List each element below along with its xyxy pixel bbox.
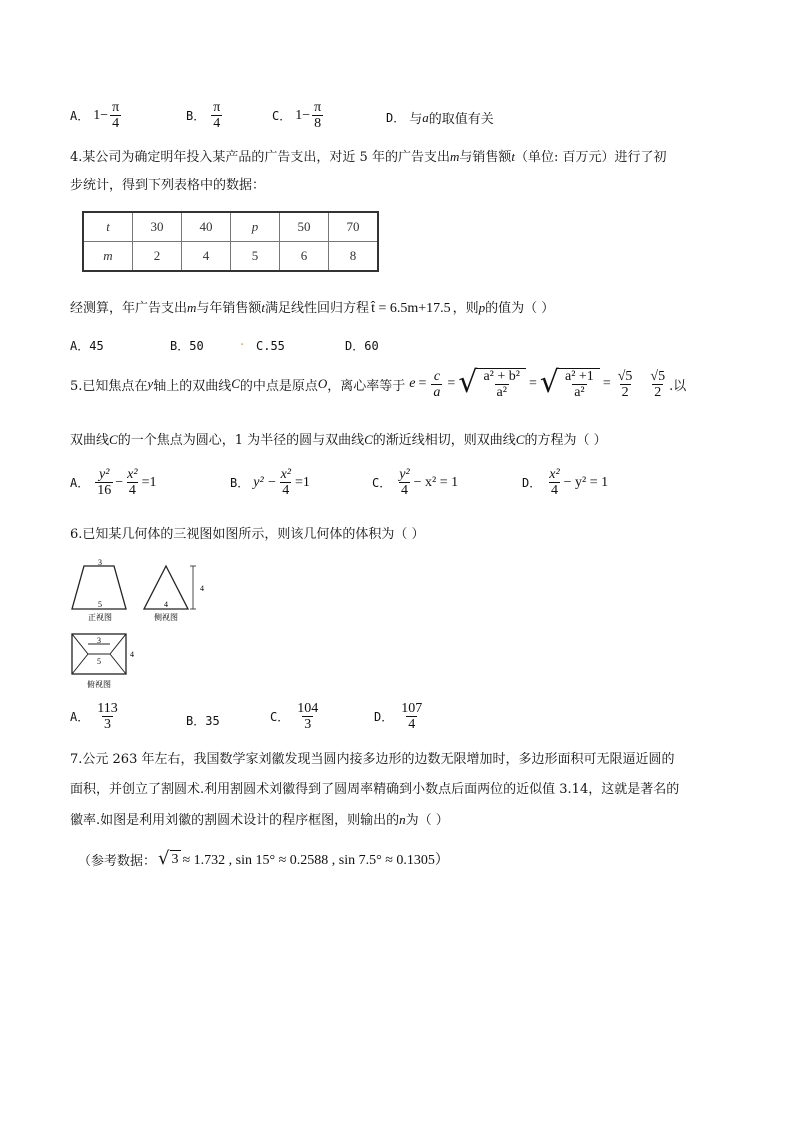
table-row [83, 212, 378, 242]
q6-option-d: D． $\frac{107}{4}$ [374, 701, 423, 732]
top-view-diagonal [72, 634, 88, 654]
table-cell: 40 [182, 212, 231, 242]
front-top-label: 3 [98, 558, 102, 567]
table-cell: 50 [280, 212, 329, 242]
table-cell: 4 [182, 242, 231, 272]
q4-statement: 经测算，年广告支出m与年销售额t满足线性回归方程 t̂ = 6.5m+17.5 ，则p的值为（ ） [70, 300, 555, 316]
q6-option-b: B．35 [186, 714, 220, 728]
fraction: $\frac{\pi}{4}$ [213, 100, 221, 131]
q6-stem: 6.已知某几何体的三视图如图所示，则该几何体的体积为（ ） [70, 527, 425, 542]
q7-reference-data: （参考数据： √ 3 ≈ 1.732 , sin 15° ≈ 0.2588 , sin 7.5° ≈ 0.1305） [78, 848, 449, 869]
table-cell: 70 [329, 212, 379, 242]
table-row [83, 242, 378, 272]
q5-option-b: B． y² − $\frac{\text{x²}}{4}$ =1 [230, 467, 310, 498]
q3-option-d: D． 与 a 的取值有关 [386, 109, 494, 127]
q6-option-a: A． $\frac{113}{3}$ [70, 701, 118, 732]
q4-option-a: A．45 [70, 339, 104, 353]
q5-option-a: A． $\frac{\text{y²}}{16}$ − $\frac{\text{x²}}{4}$ =1 [70, 467, 157, 498]
q5-stem-line2: 双曲线C的一个焦点为圆心，1 为半径的圆与双曲线C的渐近线相切，则双曲线C的方程为（ ） [70, 432, 607, 448]
q7-stem-line3: 徽率.如图是利用刘徽的割圆术设计的程序框图，则输出的n为（ ） [70, 812, 449, 828]
table-cell: 30 [133, 212, 182, 242]
three-view-figure [66, 556, 216, 694]
q3-option-a: A． 1− $\frac{\pi}{4}$ [70, 100, 120, 131]
top-caption: 俯视图 [87, 680, 111, 689]
q3-option-c: C． 1− $\frac{\pi}{8}$ [272, 100, 322, 131]
q7-stem-line1: 7.公元 263 年左右，我国数学家刘徽发现当圆内接多边形的边数无限增加时，多边形面积可无限逼近圆的 [70, 752, 675, 767]
fraction: $\frac{√5}{2}$ [617, 368, 633, 400]
q5-option-c: C． $\frac{\text{y²}}{4}$ − x² = 1 [372, 467, 459, 498]
top-bottom-label: 5 [97, 657, 101, 666]
q7-stem-line2: 面积，并创立了割圆术.利用割圆术刘徽得到了圆周率精确到小数点后面两位的近似值 3.14，这就是著名的 [70, 782, 680, 797]
top-view-diagonal [110, 634, 126, 654]
q5-stem-line1: 5.已知焦点在 y 轴上的双曲线 C 的中点是原点 O ，离心率等于 e = $\frac{c}{a}$ = √ $\frac{\text{a² + b²}}{\text{a²}}$ = √ $\frac{\text{a² +1}}{\text{a²}}$ = $\frac{√5}{2}$ $\frac{√5}{2}$ .以 [70, 365, 687, 400]
table-cell: 5 [231, 242, 280, 272]
top-side-label: 4 [130, 650, 134, 659]
side-bottom-label: 4 [164, 600, 168, 609]
front-bottom-label: 5 [98, 600, 102, 609]
top-view-diagonal [72, 654, 88, 674]
q4-option-b: B．50 [170, 339, 204, 353]
top-view-diagonal [110, 654, 126, 674]
table-cell: 6 [280, 242, 329, 272]
q5-option-d: D． $\frac{\text{x²}}{4}$ − y² = 1 [522, 467, 609, 498]
table-cell: 2 [133, 242, 182, 272]
q4-option-d: D．60 [345, 339, 379, 353]
table-cell: p [231, 212, 280, 242]
top-top-label: 3 [97, 636, 101, 645]
fraction: $\frac{c}{a}$ [433, 368, 441, 400]
q4-stem-line1: 4.某公司为确定明年投入某产品的广告支出，对近 5 年的广告支出m与销售额t（单位: 百万元）进行了初 [70, 149, 667, 165]
sqrt-expression: √ $\frac{\text{a² + b²}}{\text{a²}}$ [458, 368, 526, 400]
fraction: $\frac{\pi}{8}$ [314, 100, 322, 131]
sqrt-expression: √ $\frac{\text{a² +1}}{\text{a²}}$ [540, 368, 600, 400]
table-cell: t [83, 212, 133, 242]
stray-dot: . [240, 334, 245, 349]
table-cell: 8 [329, 242, 379, 272]
fraction: $\frac{\pi}{4}$ [112, 100, 120, 131]
fraction: $\frac{√5}{2}$ [650, 368, 666, 400]
q4-data-table [82, 211, 379, 272]
q4-stem-line2: 步统计，得到下列表格中的数据： [70, 178, 266, 193]
front-caption: 正视图 [88, 613, 112, 622]
table-cell: m [83, 242, 133, 272]
q4-option-c: C.55 [256, 339, 285, 353]
q6-option-c: C． $\frac{104}{3}$ [270, 701, 319, 732]
q3-option-b: B． $\frac{\pi}{4}$ [186, 100, 221, 131]
side-caption: 侧视图 [154, 613, 178, 622]
side-height-label: 4 [200, 584, 204, 593]
